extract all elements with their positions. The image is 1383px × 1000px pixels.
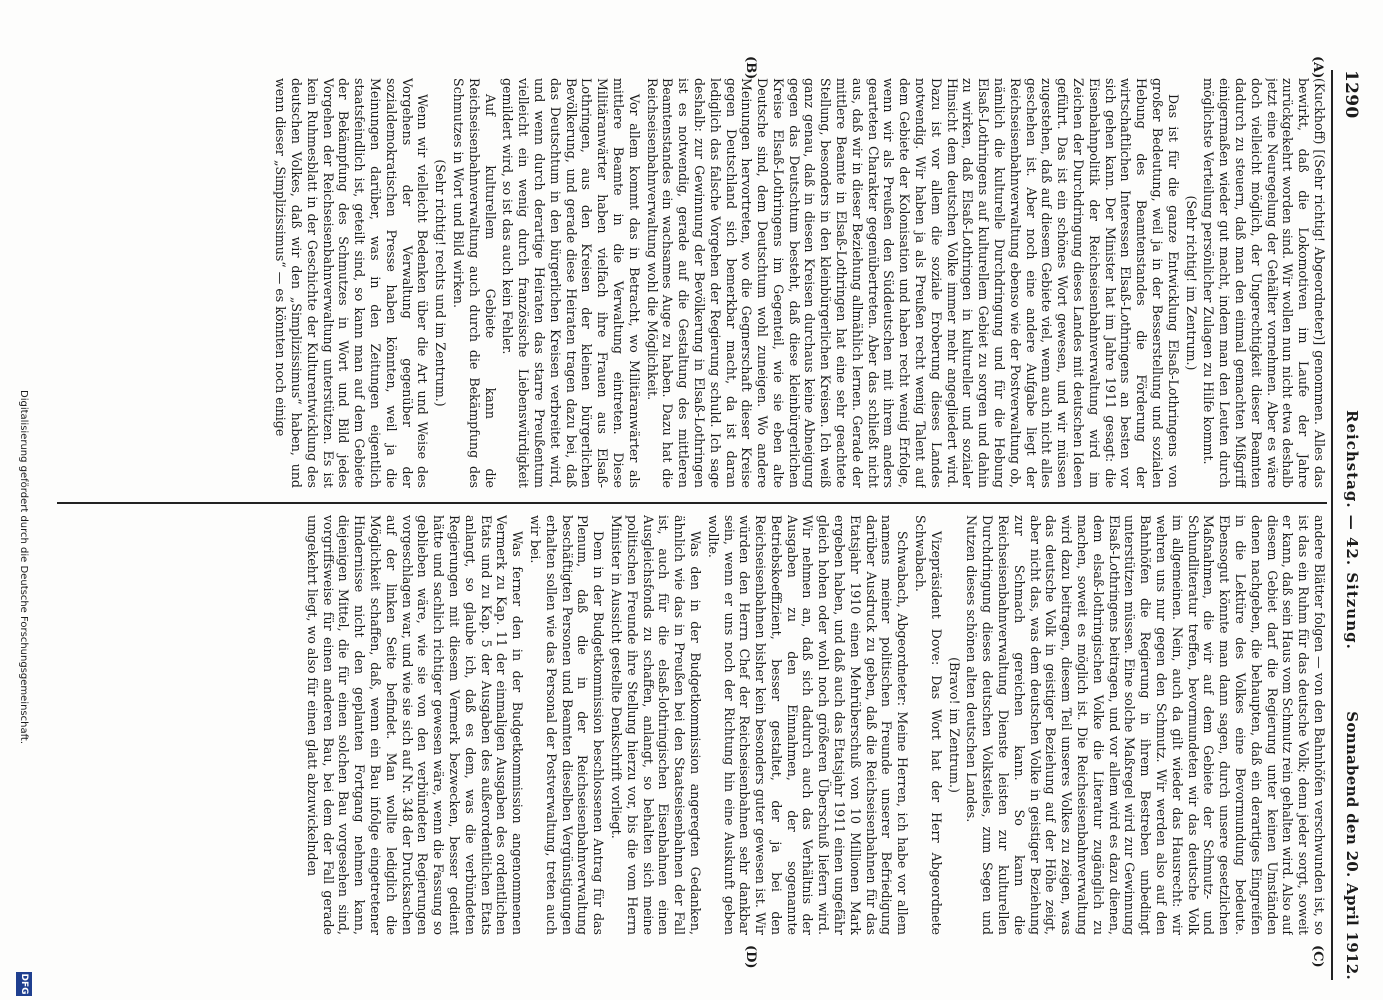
paragraph: Wenn wir vielleicht Bedenken über die Art und Weise des Vorgehens der Verwaltung gegenüber der sozialdemokratischen Presse haben könnten, weil ja die Meinungen darüber, was in den Zeitungen eigentlich staatsfeindlich ist, geteilt sind, so kann man auf dem Gebiete der Bekämpfung des Schmutzes in Wort und Bild jedes Vorgehen der Reichseisenbahnverwaltung unterstützen. Es ist kein Ruhmesblatt in der Geschichte der Kulturentwicklung des deutschen Volkes, daß wir den „Simplizissimus“ haben, und wenn dieser „Simplizissimus“ — es könnten noch einige — [273, 78, 431, 488]
dfg-logo: DFG — [16, 972, 32, 996]
paragraph: Vor allem kommt das in Betracht, wo Militäranwärter als mittlere Beamte in die Verwaltung eintreten. Diese Militäranwärter haben vielfach ihre Frauen aus Elsaß-Lothringen, aus den Kreisen der kleinen bürgerlichen Bevölkerung, und gerade diese Heiraten tragen dazu bei, daß das Deutschtum in den bürgerlichen Kreisen verbreitet wird, und wenn durch derartige Heiraten das starre Preußentum vielleicht ein wenig durch französische Liebenswürdigkeit gemildert wird, so ist das auch kein Fehler. — [500, 78, 642, 488]
margin-marker-c: (C) — [1310, 945, 1325, 968]
header-rule — [1331, 70, 1333, 980]
right-column — [57, 515, 1327, 935]
interjection: (Bravo! im Zentrum.) — [946, 657, 962, 793]
margin-marker-b: (B) — [743, 56, 758, 80]
credit-text: Digitalisierung gefördert durch die Deutsche Forschungsgemeinschaft. — [18, 390, 29, 745]
paragraph: Was ferner den in der Budgetkommission angenommenen Vermerk zu Kap. 11 der einmaligen Ausgaben des ordentlichen Etats und zu Kap. 5 der Ausgaben des außerordentlichen Etats anlangt, so glaube ich, daß es dem, was die verbündeten Regierungen mit diesem Vermerk bezwecken, besser gedient hätte und sachlich richtiger gewesen wäre, wenn die Fassung so geblieben wäre, wie sie von den verbündeten Regierungen vorgeschlagen war, und wie sie sich auf Nr. 348 der Drucksachen auf der linken Seite befindet. Man wollte lediglich die Möglichkeit schaffen, daß, wenn ein Bau infolge eingetretener Hindernisse nicht den geplanten Fortgang nehmen kann, diejenigen Mittel, die für einen solchen Bau vorgesehen sind, vorgriffsweise für einen anderen Bau, bei dem der Fall gerade umgekehrt liegt, wo also für einen glatt abzuwickelnden — [304, 515, 526, 935]
paragraph: Was den in der Budgetkommission angeregten Gedanken, ähnlich wie das in Preußen bei den Staatseisenbahnen der Fall ist, auch für die elsaß-lothringischen Eisenbahnen einen Ausgleichsfonds zu schaffen, anlangt, so behalten sich meine politischen Freunde ihre Stellung hierzu vor, bis die vom Herrn Minister in Aussicht gestellte Denkschrift vorliegt. — [608, 515, 703, 935]
margin-marker-a: (A) — [1310, 56, 1325, 79]
paragraph: (Kuckhoff) [(Sehr richtig! Abgeordneter)] genommen. Alles das bewirkt, daß die Lokomotiven im Laufe der Jahre zurückgekehrt worden sind. Wir wollen nun nicht etwa deshalb jetzt eine Neuregelung der Gehälter vornehmen. Aber es wäre doch vielleicht möglich, der Ungerechtigkeit dieser Beamten dadurch zu steuern, daß man den einmal gemachten Mißgriff einigermaßen wieder gut macht, indem man den Leuten durch möglichste Verteilung persönlicher Zulagen zu Hilfe kommt. — [1201, 78, 1327, 488]
paragraph: Auf kulturellem Gebiete kann die Reichseisenbahnverwaltung auch durch die Bekämpfung des Schmutzes in Wort und Bild wirken. — [450, 78, 498, 488]
digitization-credit — [7, 0, 37, 1000]
column-divider — [57, 502, 1327, 504]
page-number: 1290 — [1341, 70, 1361, 119]
page-title: Reichstag. — 42. Sitzung. — [1343, 410, 1361, 650]
margin-marker-d: (D) — [743, 945, 758, 969]
paragraph: Dem in der Budgetkommission beschlossenen Antrag für das Plenum, daß die in der Reichseisenbahnverwaltung beschäftigten Personen und Beamten dieselben Vergünstigungen erhalten sollen wie das Personal der Postverwaltung, treten auch wir bei. — [527, 515, 607, 935]
speaker-paragraph: Schwabach, Abgeordneter: Meine Herren, ich habe vor allem namens meiner politischen Freunde unserer Befriedigung darüber Ausdruck zu geben, daß die Reichseisenbahnen für das Etatsjahr 1910 einen Mehrüberschuß von 10 Millionen Mark ergeben haben, und daß auch das Etatsjahr 1911 einen ungefähr gleich hohen oder wohl noch größeren Überschuß liefern wird. Wir nehmen an, daß sich dadurch auch das Verhältnis der Ausgaben zu den Einnahmen, der sogenannte Betriebskoeffizient, besser gestaltet, der ja bei den Reichseisenbahnen bisher kein besonders guter gewesen ist. Wir würden den Herrn Chef der Reichseisenbahnen sehr dankbar sein, wenn er uns noch der Richtung hin eine Auskunft geben wollte. — [705, 515, 911, 935]
paragraph: Das ist für die ganze Entwicklung Elsaß-Lothringens von großer Bedeutung, weil ja in der Besserstellung und sozialen Hebung des Beamtenstandes die Förderung der wirtschaftlichen Interessen Elsaß-Lothringens an besten vor sich gehen kann. Der Minister hat im Jahre 1911 gesagt: die Eisenbahnpolitik der Reichseisenbahnverwaltung wird im Zeichen der Durchdringung dieses Landes mit deutschen Ideen geführt. Das ist ein schönes Wort gewesen, und wir müssen zugestehen, daß auf diesem Gebiete viel, wenn auch nicht alles geschehen ist. Aber noch eine andere Aufgabe liegt der Reichseisenbahnverwaltung ebenso wie der Postverwaltung ob, nämlich die kulturelle Durchdringung und für die Hebung Elsaß-Lothringens auf kulturellem Gebiet zu sorgen und dahin zu wirken, daß Elsaß-Lothringen in kultureller und sozialer Hinsicht dem deutschen Volke immer mehr angegliedert wird. Dazu ist vor allem die soziale Eroberung dieses Landes notwendig. Wir haben ja als Preußen recht wenig Talent auf dem Gebiete der Kolonisation und haben recht wenig Erfolge, wenn wir als Preußen den Süddeutschen mit ihrem anders gearteten Charakter gegenübertreten. Aber das schließt nicht aus, daß wir in dieser Beziehung allmählich lernen. Gerade der mittlere Beamte in Elsaß-Lothringen hat eine sehr geachtete Stellung, besonders in den kleinbürgerlichen Kreisen. Ich weiß ganz genau, daß in diesen Kreisen durchaus keine Abneigung gegen das Deutschtum besteht, daß diese kleinbürgerlichen Kreise Elsaß-Lothringens im Gegenteil, wie sie eben alte Deutsche sind, dem Deutschtum wohl zuneigen. Wo andere Meinungen hervortreten, wo die Gegnerschaft dieser Kreise gegen Deutschland sich bemerkbar macht, da ist daran lediglich das falsche Vorgehen der Regierung schuld. Ich sage deshalb: zur Gewinnung der Bevölkerung in Elsaß-Lothringen ist es notwendig, gerade auf die Gestaltung des mittleren Beamtenstandes ein wachsames Auge zu haben. Dazu hat die Reichseisenbahnverwaltung wohl die Möglichkeit. — [644, 78, 1181, 488]
speaker-paragraph: Vizepräsident Dove: Das Wort hat der Herr Abgeordnete Schwabach. — [913, 515, 944, 935]
interjection: (Sehr richtig! rechts und im Zentrum.) — [433, 159, 449, 407]
interjection: (Sehr richtig! im Zentrum.) — [1183, 195, 1199, 371]
paragraph: andere Blätter folgen — von den Bahnhöfen verschwunden ist, so ist das ein Ruhm für das deutsche Volk; denn jeder sorgt, soweit er kann, daß sein Haus vom Schmutz rein gehalten wird. Also auf diesem Gebiet darf die Regierung unter keinen Umständen denen nachgeben, die behaupten, daß ein derartiges Eingreifen in die Lektüre des Volkes eine Bevormundung bedeute. Ebensogut könnte man dann sagen, durch unsere gesetzlichen Maßnahmen, die wir auf dem Gebiete der Schmutz- und Schundliteratur treffen, bevormundeten wir das deutsche Volk im allgemeinen. Nein, auch da gilt wieder das Hausrecht: wir wehren uns nur gegen den Schmutz. Wir werden also auf den Bahnhöfen die Regierung in ihrem Bestreben unbedingt unterstützen müssen. Eine solche Maßregel wird zur Gewinnung Elsaß-Lothringens beitragen, und vor allem wird es dazu dienen, dem elsaß-lothringischen Volke die Literatur zugänglich zu machen, soweit es möglich ist. Die Reichseisenbahnverwaltung wird dazu beitragen, diesem Teil unseres Volkes zu zeigen, was das deutsche Volk in geistiger Beziehung auf der Höhe zeigt, aber nicht das, was dem deutschen Volke in geistiger Beziehung zur Schmach gereichen kann. So kann die Reichseisenbahnverwaltung Dienste leisten zur kulturellen Durchdringung dieses deutschen Volksteiles, zum Segen und Nutzen dieses schönen alten deutschen Landes. — [964, 515, 1327, 935]
left-column — [57, 78, 1327, 488]
page-header — [1335, 70, 1363, 980]
session-date: Sonnabend den 20. April 1912. — [1343, 711, 1361, 980]
